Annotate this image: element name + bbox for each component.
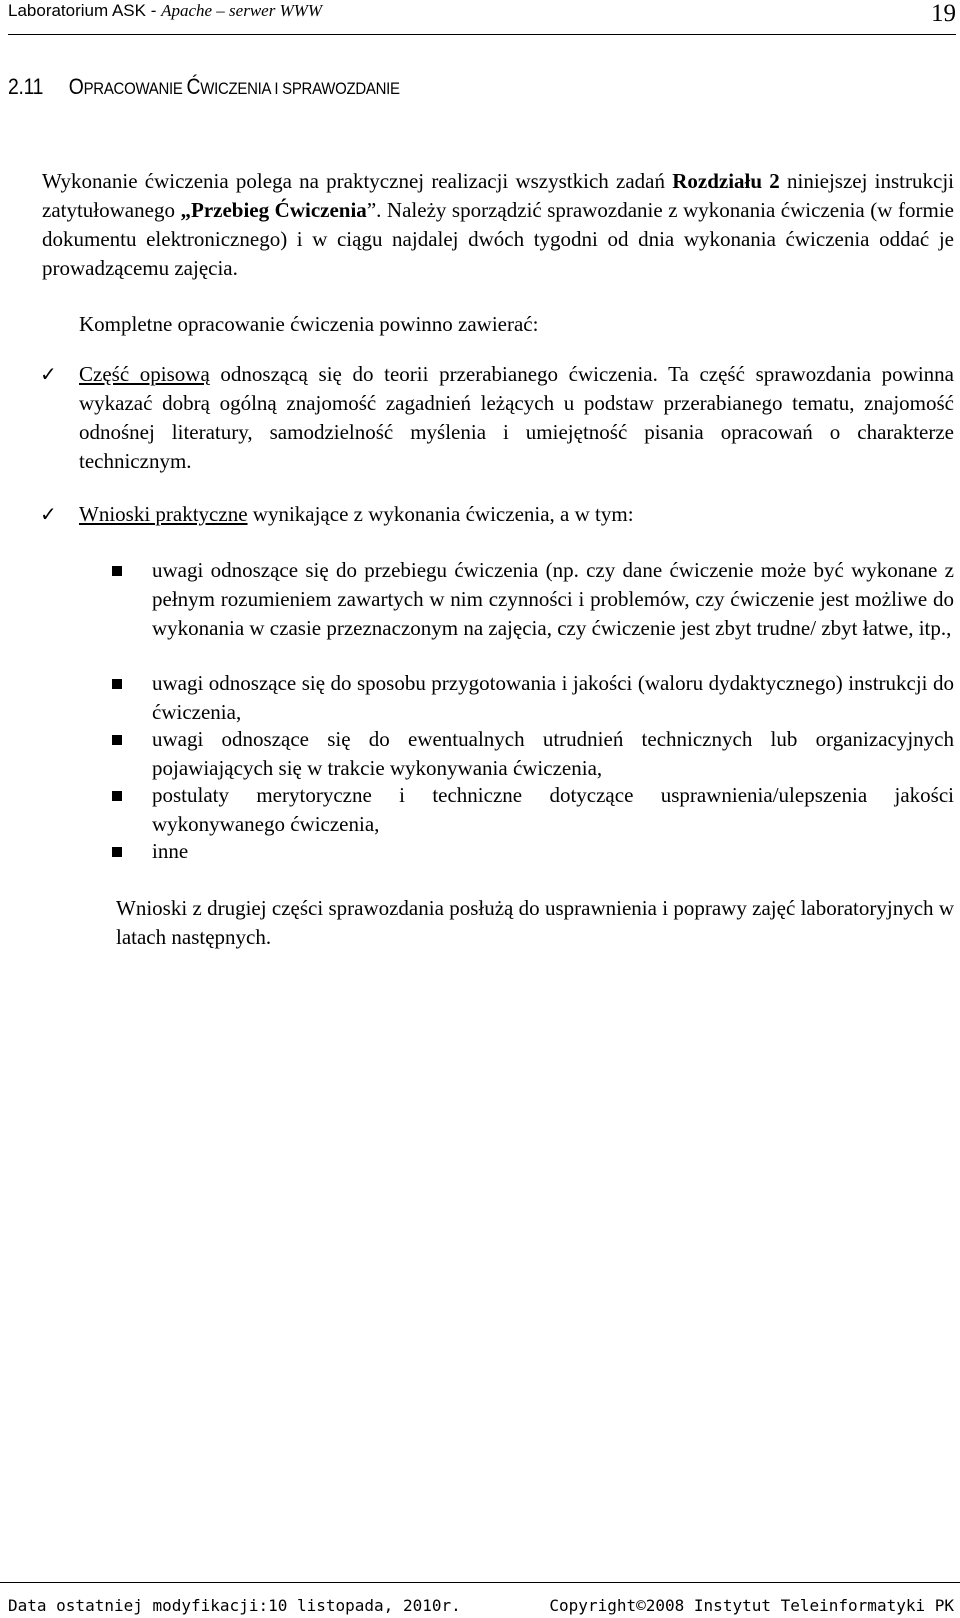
checkmark-icon: ✓: [40, 502, 57, 526]
intro-text-3: ”. Należy sporządzić sprawozdanie z wykonania ćwiczenia (w formie dokumentu elektronicznego) i w ciągu najdalej dwóch tygodni od dnia wykonania ćwiczenia oddać je prowadzącemu zajęcia.: [42, 198, 954, 280]
check-item-1-underlined: Część opisową: [79, 362, 210, 386]
check-item-1: [79, 360, 954, 476]
section-title-part-2: WICZENIA I SPRAWOZDANIE: [200, 79, 400, 98]
check-item-2-text: wynikające z wykonania ćwiczenia, a w tym:: [247, 502, 634, 526]
intro-text-1: Wykonanie ćwiczenia polega na praktycznej realizacji wszystkich zadań: [42, 169, 673, 193]
copyright-label: Copyright: [549, 1596, 637, 1615]
intro-text-2: niniejszej instrukcji zatytułowanego: [42, 169, 955, 222]
checkmark-icon: ✓: [40, 362, 57, 386]
bullet-item-5: inne: [152, 839, 189, 863]
header-title-italic: Apache – serwer WWW: [161, 1, 323, 20]
square-bullet-icon: [112, 735, 122, 745]
intro-paragraph: [42, 167, 954, 283]
check-item-1-text: odnoszącą się do teorii przerabianego ćwiczenia. Ta część sprawozdania powinna wykazać dobrą ogólną znajomość zagadnień leżących u podstaw przerabianego tematu, znajomość odnośnej literatury, samodzielność myślenia i umiejętność pisania opracowań o charakterze technicznym.: [79, 362, 954, 473]
section-number: 2.11: [8, 74, 44, 99]
closing-paragraph: Wnioski z drugiej części sprawozdania posłużą do usprawnienia i poprawy zajęć laboratoryjnych w latach następnych.: [116, 896, 954, 949]
intro-bold-1: Rozdziału 2: [672, 169, 780, 193]
square-bullet-icon: [112, 791, 122, 801]
page-header: [8, 0, 956, 35]
square-bullet-icon: [112, 847, 122, 857]
section-heading: [8, 74, 400, 100]
intro-bold-2: „Przebieg Ćwiczenia: [180, 198, 367, 222]
section-title-part-1: PRACOWANIE: [83, 79, 187, 98]
square-bullet-icon: [112, 679, 122, 689]
requirements-intro: Kompletne opracowanie ćwiczenia powinno zawierać:: [79, 312, 539, 336]
check-item-2: [79, 500, 954, 529]
bullet-item-3: uwagi odnoszące się do ewentualnych utrudnień technicznych lub organizacyjnych pojawiających się w trakcie wykonywania ćwiczenia,: [152, 727, 954, 780]
check-item-2-underlined: Wnioski praktyczne: [79, 502, 248, 526]
bullet-item-4: postulaty merytoryczne i techniczne dotyczące usprawnienia/ulepszenia jakości wykonywanego ćwiczenia,: [152, 783, 954, 836]
copyright-notice: [549, 1596, 954, 1615]
header-title: [8, 1, 322, 21]
section-title-initial: O: [68, 74, 84, 99]
header-title-prefix: Laboratorium ASK -: [8, 1, 162, 20]
copyright-icon: ©: [636, 1596, 646, 1615]
bullet-item-1: uwagi odnoszące się do przebiegu ćwiczenia (np. czy dane ćwiczenie może być wykonane z pełnym rozumieniem zawartych w nim czynności i problemów, czy ćwiczenie jest możliwe do wykonania w czasie przeznaczonym na zajęcia, czy ćwiczenie jest zbyt trudne/ zbyt łatwe, itp.,: [152, 558, 954, 640]
page-footer: [0, 1582, 960, 1618]
square-bullet-icon: [112, 566, 122, 576]
page-number: 19: [931, 0, 956, 27]
modification-date: Data ostatniej modyfikacji:10 listopada, 2010r.: [8, 1596, 461, 1615]
copyright-holder: 2008 Instytut Teleinformatyki PK: [645, 1596, 954, 1615]
bullet-item-2: uwagi odnoszące się do sposobu przygotowania i jakości (waloru dydaktycznego) instrukcji do ćwiczenia,: [152, 671, 954, 724]
section-title-initial-2: Ć: [186, 74, 201, 99]
